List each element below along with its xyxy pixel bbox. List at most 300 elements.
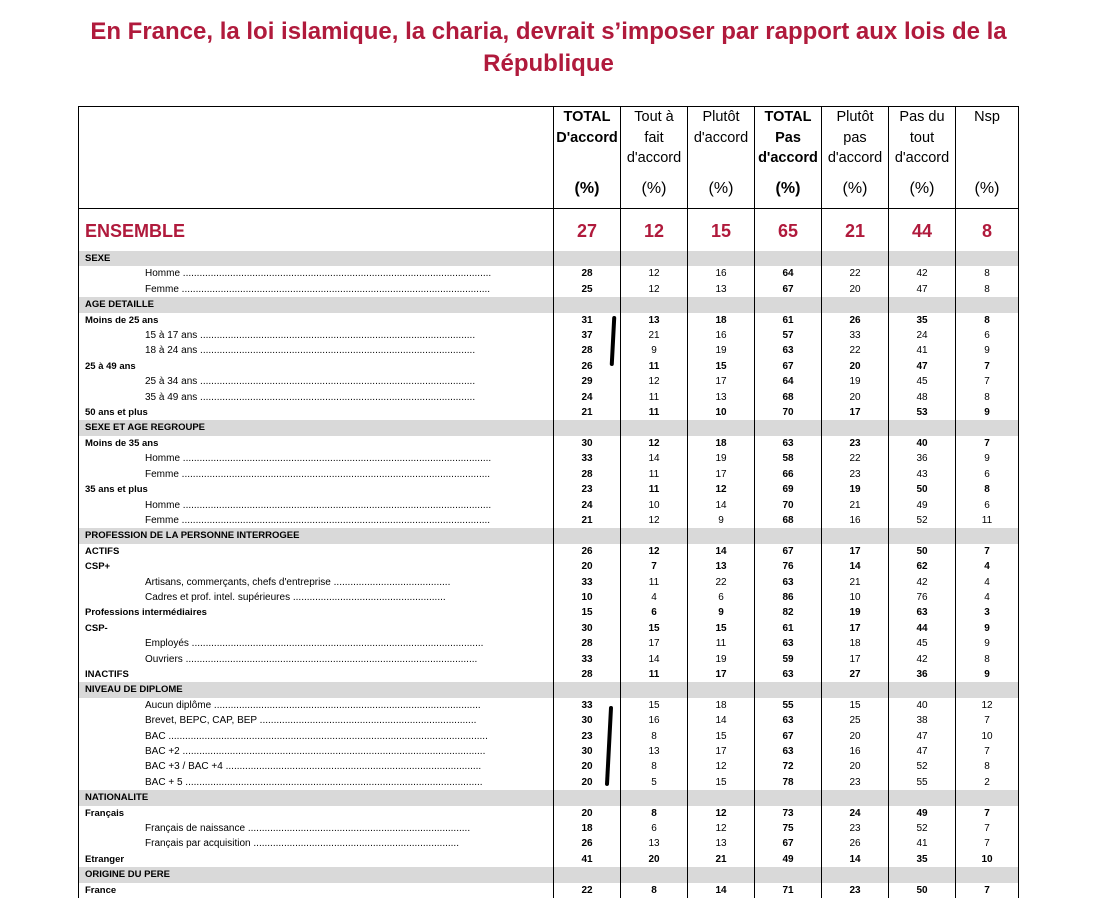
value-cell: 8 [956,266,1019,281]
value-cell [889,420,956,435]
value-cell: 20 [554,806,621,821]
column-header [688,107,755,209]
column-header-label: Plutôt [836,109,874,125]
row-label [79,251,554,266]
value-cell: 7 [956,544,1019,559]
row-label-text: Femme [145,283,179,295]
value-cell: 55 [889,775,956,790]
value-cell: 64 [755,374,822,389]
value-cell: 22 [822,451,889,466]
value-cell: 16 [822,744,889,759]
value-cell: 33 [554,652,621,667]
value-cell: 19 [688,343,755,358]
value-cell: 76 [755,559,822,574]
leader-dots: ......................................................................................................... [188,638,484,650]
value-cell: 23 [554,482,621,497]
leader-dots: ................................................................................................... [197,391,476,403]
table-row [79,744,1019,759]
value-cell: 35 [889,313,956,328]
value-cell: 13 [688,282,755,297]
row-label-text: Homme [145,453,181,465]
table-row [79,775,1019,790]
row-label [79,605,554,620]
row-label-text: SEXE [85,253,111,264]
value-cell: 18 [688,313,755,328]
value-cell [956,297,1019,312]
value-cell [889,297,956,312]
row-label-text: 18 à 24 ans [145,345,198,357]
row-label [79,575,554,590]
value-cell: 18 [554,821,621,836]
value-cell: 8 [956,759,1019,774]
value-cell [956,420,1019,435]
value-cell: 17 [621,636,688,651]
value-cell: 41 [554,852,621,867]
row-label [79,328,554,343]
value-cell: 4 [956,590,1019,605]
table-row [79,575,1019,590]
value-cell: 8 [956,482,1019,497]
row-label-text: ORIGINE DU PERE [85,869,170,881]
leader-dots: ............................................................................................................... [180,453,492,465]
value-cell: 50 [889,482,956,497]
column-header-label: fait [644,129,664,146]
value-cell: 28 [554,636,621,651]
value-cell: 19 [688,652,755,667]
value-cell: 15 [621,621,688,636]
value-cell: 42 [889,266,956,281]
value-cell: 7 [956,836,1019,851]
value-cell: 42 [889,652,956,667]
page-title-line-1: En France, la loi islamique, la charia, devrait s’imposer par rapport aux lois de la [90,18,1007,45]
row-label [79,313,554,328]
row-label-text: Français par acquisition [145,838,251,850]
value-cell [956,251,1019,266]
value-cell: 14 [621,652,688,667]
table-row [79,713,1019,728]
row-label [79,374,554,389]
value-cell: 19 [822,482,889,497]
value-cell: 4 [956,575,1019,590]
row-label-text: Etranger [85,853,125,865]
value-cell: 33 [822,328,889,343]
value-cell: 14 [621,451,688,466]
row-label [79,451,554,466]
value-cell: 33 [554,451,621,466]
value-cell: 12 [621,266,688,281]
value-cell: 19 [822,605,889,620]
column-header-unit: (%) [974,180,1000,197]
column-header-unit: (%) [641,180,667,197]
value-cell: 12 [956,698,1019,713]
table-row [79,698,1019,713]
value-cell: 7 [956,713,1019,728]
row-label-text: CSP- [85,622,108,634]
value-cell: 50 [889,544,956,559]
leader-dots: ............................................................................................................... [178,283,491,295]
value-cell: 71 [755,883,822,898]
value-cell: 6 [621,821,688,836]
table-row [79,436,1019,451]
value-cell: 7 [956,374,1019,389]
table-row [79,636,1019,651]
value-cell: 36 [889,667,956,682]
value-cell: 7 [621,559,688,574]
row-label-text: BAC +2 [145,746,180,757]
row-label [79,467,554,482]
value-cell: 17 [688,667,755,682]
value-cell: 8 [621,806,688,821]
row-label-text: 35 ans et plus [85,484,148,496]
value-cell: 8 [621,759,688,774]
header-blank-cell [79,107,554,209]
value-cell: 47 [889,282,956,297]
row-label-text: 15 à 17 ans [145,330,198,342]
row-label [79,836,554,851]
row-label [79,775,554,790]
value-cell: 14 [822,559,889,574]
value-cell: 8 [621,729,688,744]
value-cell [621,420,688,435]
results-table-container [78,106,1018,906]
leader-dots: ................................................................................................ [211,699,481,711]
row-label-text: ACTIFS [85,545,120,557]
column-header-label: tout [909,129,935,146]
value-cell: 25 [822,713,889,728]
leader-dots: ................................................................................................................... [165,730,488,742]
value-cell: 27 [822,667,889,682]
value-cell [554,682,621,697]
page-title [0,16,1097,80]
value-cell: 17 [688,374,755,389]
value-cell: 6 [956,467,1019,482]
value-cell: 69 [755,482,822,497]
value-cell: 11 [688,636,755,651]
value-cell [889,528,956,543]
value-cell: 10 [956,729,1019,744]
row-label-text: France [85,884,117,896]
table-row [79,282,1019,297]
value-cell: 30 [554,713,621,728]
column-header-label: d'accord [693,129,749,146]
value-cell: 42 [889,575,956,590]
row-label-text: Homme [145,268,181,280]
value-cell: 30 [554,621,621,636]
column-header-unit: (%) [574,180,600,197]
value-cell: 9 [688,605,755,620]
column-header-label: d'accord [894,150,950,166]
column-header-label: TOTAL [563,109,611,125]
column-header-label: Tout à [634,109,674,125]
row-label [79,559,554,574]
value-cell: 4 [956,559,1019,574]
value-cell: 21 [822,575,889,590]
value-cell: 72 [755,759,822,774]
value-cell: 63 [755,713,822,728]
value-cell: 63 [889,605,956,620]
value-cell: 10 [688,405,755,420]
row-label-text: Homme [145,499,181,511]
value-cell: 63 [755,636,822,651]
value-cell: 59 [755,652,822,667]
value-cell: 19 [688,451,755,466]
leader-dots: ............................................................................................................... [178,514,491,526]
value-cell: 50 [889,883,956,898]
value-cell: 14 [688,544,755,559]
value-cell [621,528,688,543]
value-cell: 21 [822,498,889,513]
leader-dots: ............................................................................................................... [180,499,492,511]
value-cell: 12 [621,282,688,297]
value-cell: 61 [755,621,822,636]
table-row [79,374,1019,389]
value-cell: 6 [956,498,1019,513]
table-row [79,590,1019,605]
value-cell: 13 [621,836,688,851]
row-label-text: Cadres et prof. intel. supérieures [145,591,291,603]
column-header-label: D'accord [556,129,618,146]
table-row [79,883,1019,898]
row-label [79,513,554,528]
value-cell: 45 [889,636,956,651]
value-cell: 9 [688,513,755,528]
value-cell: 22 [822,266,889,281]
header-row [79,107,1019,209]
results-table [78,106,1019,898]
value-cell: 37 [554,328,621,343]
value-cell: 7 [956,821,1019,836]
value-cell: 64 [755,266,822,281]
value-cell [889,682,956,697]
table-row [79,467,1019,482]
value-cell: 4 [621,590,688,605]
table-row [79,343,1019,358]
value-cell: 66 [755,467,822,482]
value-cell: 48 [889,390,956,405]
value-cell: 76 [889,590,956,605]
table-row [79,390,1019,405]
leader-dots: ................................................................................ [245,823,471,835]
value-cell: 33 [554,575,621,590]
value-cell: 11 [621,390,688,405]
value-cell: 20 [822,390,889,405]
value-cell: 15 [688,359,755,374]
row-label-text: Ouvriers [145,653,183,665]
value-cell: 11 [621,667,688,682]
table-row [79,759,1019,774]
value-cell: 40 [889,436,956,451]
table-row [79,836,1019,851]
value-cell: 28 [554,667,621,682]
row-label [79,713,554,728]
value-cell [688,867,755,882]
value-cell: 18 [688,436,755,451]
value-cell: 43 [889,467,956,482]
table-row [79,359,1019,374]
value-cell: 21 [554,513,621,528]
value-cell: 14 [688,713,755,728]
value-cell: 12 [621,374,688,389]
value-cell: 12 [621,513,688,528]
value-cell: 26 [554,359,621,374]
value-cell: 22 [554,883,621,898]
value-cell: 21 [822,213,889,251]
table-row [79,405,1019,420]
value-cell: 10 [621,498,688,513]
value-cell [822,867,889,882]
table-row [79,821,1019,836]
row-label-text: Français de naissance [145,823,246,835]
value-cell [755,867,822,882]
value-cell: 67 [755,729,822,744]
value-cell: 31 [554,313,621,328]
row-label [79,621,554,636]
value-cell: 20 [822,729,889,744]
value-cell: 3 [956,605,1019,620]
value-cell: 38 [889,713,956,728]
column-header-unit: (%) [775,180,801,197]
row-label [79,652,554,667]
value-cell [755,251,822,266]
value-cell: 16 [688,328,755,343]
row-label [79,390,554,405]
value-cell [822,251,889,266]
value-cell: 22 [822,343,889,358]
value-cell: 2 [956,775,1019,790]
column-header-unit: (%) [708,180,734,197]
value-cell: 20 [554,559,621,574]
row-label-text: NATIONALITE [85,792,149,804]
value-cell [554,420,621,435]
value-cell: 52 [889,759,956,774]
leader-dots: ................................................................................................... [197,376,476,388]
value-cell [956,528,1019,543]
leader-dots: ............................................................................................................... [180,268,492,280]
value-cell: 12 [688,759,755,774]
row-label-text: Employés [145,638,189,650]
column-header [822,107,889,209]
value-cell: 49 [889,806,956,821]
row-label-text: AGE DETAILLE [85,299,154,311]
section-row [79,790,1019,805]
value-cell: 17 [688,467,755,482]
value-cell: 12 [688,806,755,821]
table-row [79,852,1019,867]
value-cell [822,790,889,805]
section-row [79,682,1019,697]
row-label [79,867,554,882]
value-cell: 12 [621,436,688,451]
value-cell: 47 [889,729,956,744]
row-label [79,636,554,651]
value-cell: 62 [889,559,956,574]
column-header-label: Plutôt [702,109,740,125]
value-cell: 55 [755,698,822,713]
column-header [956,107,1019,209]
value-cell: 12 [621,544,688,559]
value-cell: 75 [755,821,822,836]
table-row [79,605,1019,620]
value-cell: 67 [755,836,822,851]
value-cell: 11 [621,575,688,590]
value-cell [822,528,889,543]
value-cell: 12 [688,821,755,836]
value-cell [688,251,755,266]
value-cell: 10 [554,590,621,605]
value-cell: 15 [688,621,755,636]
row-label [79,759,554,774]
value-cell: 12 [688,482,755,497]
value-cell: 12 [621,213,688,251]
row-label-text: BAC [145,730,166,742]
value-cell: 9 [956,451,1019,466]
value-cell: 9 [621,343,688,358]
column-header [554,107,621,209]
row-label [79,213,554,251]
value-cell [621,297,688,312]
value-cell: 5 [621,775,688,790]
row-label [79,436,554,451]
value-cell: 63 [755,343,822,358]
value-cell: 13 [621,744,688,759]
value-cell [688,790,755,805]
value-cell [621,790,688,805]
row-label-text: NIVEAU DE DIPLOME [85,684,183,696]
value-cell: 23 [822,821,889,836]
column-header-label: d'accord [827,150,883,166]
value-cell: 7 [956,436,1019,451]
column-header-label: Pas [775,129,801,146]
value-cell [755,420,822,435]
value-cell: 26 [554,544,621,559]
table-row [79,313,1019,328]
value-cell: 24 [554,498,621,513]
value-cell: 20 [822,282,889,297]
row-label [79,282,554,297]
leader-dots: ......................................................................................................... [182,653,478,665]
value-cell: 6 [621,605,688,620]
value-cell: 82 [755,605,822,620]
row-label [79,852,554,867]
value-cell [554,790,621,805]
value-cell: 41 [889,343,956,358]
column-header-label: Pas du [899,109,945,125]
table-row [79,667,1019,682]
row-label [79,297,554,312]
value-cell: 11 [621,482,688,497]
table-row [79,482,1019,497]
value-cell: 13 [688,559,755,574]
value-cell: 28 [554,266,621,281]
value-cell: 8 [956,282,1019,297]
row-label [79,698,554,713]
row-label [79,405,554,420]
leader-dots: ............................................................................................ [222,761,482,773]
row-label [79,883,554,898]
value-cell: 67 [755,359,822,374]
column-header-label: TOTAL [764,109,812,125]
row-label-text: Français [85,807,125,819]
value-cell: 35 [889,852,956,867]
column-header-label: d'accord [626,150,682,166]
value-cell [554,297,621,312]
table-row [79,498,1019,513]
row-label [79,544,554,559]
value-cell [889,867,956,882]
value-cell: 20 [554,759,621,774]
value-cell [688,420,755,435]
value-cell: 20 [822,359,889,374]
